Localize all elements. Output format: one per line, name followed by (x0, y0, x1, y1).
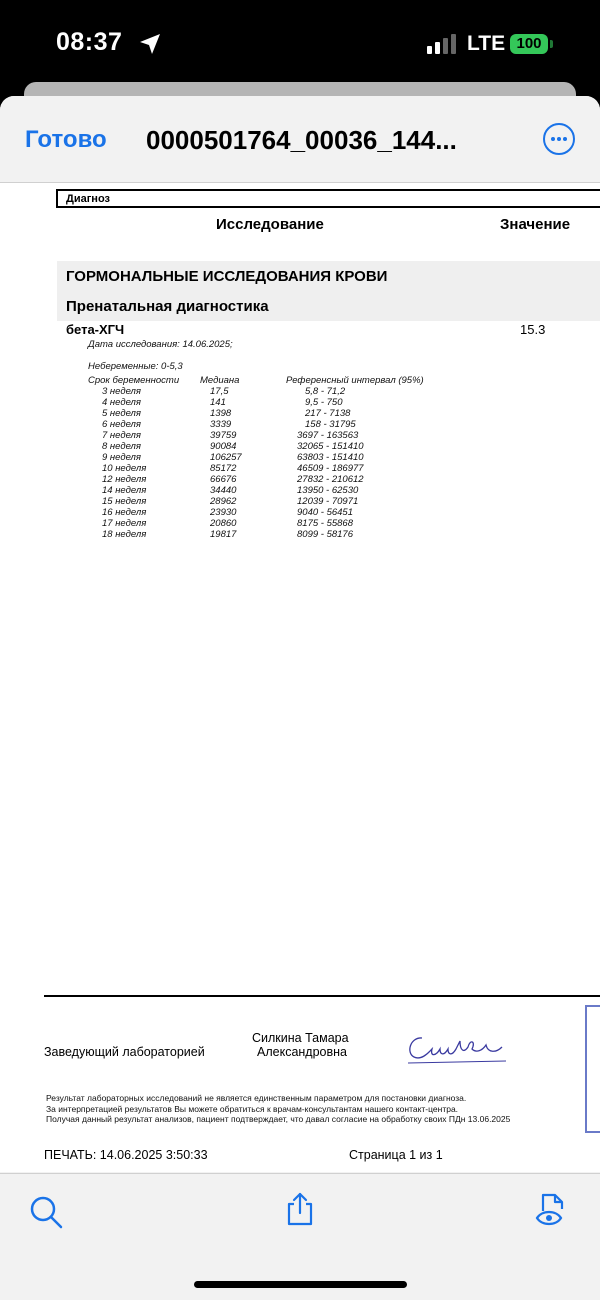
ref-header-range: Референсный интервал (95%) (286, 375, 424, 386)
document-page[interactable] (0, 183, 600, 1172)
ref-median: 66676 (210, 474, 237, 485)
ref-median: 141 (210, 397, 226, 408)
ref-median: 23930 (210, 507, 237, 518)
status-bar (0, 0, 600, 92)
ref-term: 18 неделя (102, 529, 147, 540)
done-button[interactable]: Готово (25, 126, 107, 153)
navigation-bar (0, 96, 600, 183)
battery-level: 100 (510, 34, 548, 54)
location-arrow-icon (138, 32, 162, 56)
ref-range: 158 - 31795 (305, 419, 356, 430)
document-eye-icon[interactable] (534, 1191, 570, 1227)
document-viewer (0, 96, 600, 1300)
head-name-line2: Александровна (257, 1045, 347, 1059)
ref-header-median: Медиана (200, 375, 240, 386)
ref-range: 46509 - 186977 (297, 463, 364, 474)
ref-range: 8175 - 55868 (297, 518, 353, 529)
ref-term: 6 неделя (102, 419, 141, 430)
signal-icon (427, 34, 459, 54)
diagnosis-box (56, 189, 600, 208)
ref-median: 90084 (210, 441, 237, 452)
test-value: 15.3 (520, 322, 546, 337)
ref-median: 20860 (210, 518, 237, 529)
diagnosis-label: Диагноз (66, 193, 110, 205)
print-timestamp: ПЕЧАТЬ: 14.06.2025 3:50:33 (44, 1148, 208, 1162)
footer-divider (44, 995, 600, 997)
ref-median: 3339 (210, 419, 232, 430)
ref-header-term: Срок беременности (88, 375, 180, 386)
ref-term: 5 неделя (102, 408, 141, 419)
disclaimer-line: Результат лабораторных исследований не является единственным параметром для постановки диагноза. (46, 1093, 467, 1103)
ref-term: 15 неделя (102, 496, 147, 507)
share-icon[interactable] (282, 1191, 318, 1227)
ref-range: 32065 - 151410 (297, 441, 364, 452)
ref-term: 4 неделя (102, 397, 141, 408)
ref-term: 9 неделя (102, 452, 141, 463)
ref-range: 63803 - 151410 (297, 452, 364, 463)
section-title: ГОРМОНАЛЬНЫЕ ИССЛЕДОВАНИЯ КРОВИ (66, 268, 388, 285)
ref-median: 17,5 (210, 386, 229, 397)
ref-range: 27832 - 210612 (297, 474, 364, 485)
ref-median: 1398 (210, 408, 232, 419)
ref-range: 3697 - 163563 (297, 430, 359, 441)
ref-median: 39759 (210, 430, 237, 441)
ref-range: 9,5 - 750 (305, 397, 343, 408)
ellipsis-circle-icon[interactable] (543, 123, 575, 155)
head-of-lab-label: Заведующий лабораторией (44, 1045, 205, 1059)
ref-median: 19817 (210, 529, 237, 540)
ref-median: 85172 (210, 463, 237, 474)
network-type: LTE (467, 32, 506, 55)
column-header-study: Исследование (216, 216, 324, 233)
non-pregnant-range: Небеременные: 0-5,3 (88, 361, 183, 372)
ref-range: 5,8 - 71,2 (305, 386, 346, 397)
ref-range: 13950 - 62530 (297, 485, 359, 496)
stamp-image (585, 1005, 600, 1133)
head-name-line1: Силкина Тамара (252, 1031, 349, 1045)
ref-median: 34440 (210, 485, 237, 496)
ref-term: 17 неделя (102, 518, 147, 529)
section-subtitle: Пренатальная диагностика (66, 298, 269, 315)
section-header (57, 261, 600, 321)
document-title: 0000501764_00036_144... (146, 125, 457, 155)
column-header-value: Значение (500, 216, 571, 233)
search-icon[interactable] (28, 1194, 64, 1230)
battery-icon (510, 34, 554, 54)
ref-range: 8099 - 58176 (297, 529, 353, 540)
ref-range: 217 - 7138 (305, 408, 351, 419)
ref-range: 9040 - 56451 (297, 507, 353, 518)
signature-image (400, 1023, 510, 1073)
ref-range: 12039 - 70971 (297, 496, 359, 507)
ref-term: 7 неделя (102, 430, 141, 441)
home-indicator[interactable] (194, 1281, 407, 1288)
ref-term: 10 неделя (102, 463, 147, 474)
disclaimer-line: За интерпретацией результатов Вы можете обратиться к врачам-консультантам нашего контакт-центра. (46, 1103, 459, 1114)
ref-median: 106257 (210, 452, 242, 463)
ref-term: 12 неделя (102, 474, 147, 485)
ref-term: 16 неделя (102, 507, 147, 518)
disclaimer-line: Получая данный результат анализов, пациент подтверждает, что давал согласие на обработку своих ПДн 13.06.2025 (46, 1114, 511, 1124)
disclaimer (46, 1093, 510, 1125)
ref-term: 3 неделя (102, 386, 141, 397)
ref-median: 28962 (210, 496, 237, 507)
page-number: Страница 1 из 1 (349, 1148, 443, 1162)
study-date: Дата исследования: 14.06.2025; (88, 339, 233, 350)
ref-term: 8 неделя (102, 441, 141, 452)
status-time: 08:37 (56, 28, 123, 56)
ref-term: 14 неделя (102, 485, 147, 496)
test-name: бета-ХГЧ (66, 322, 125, 337)
